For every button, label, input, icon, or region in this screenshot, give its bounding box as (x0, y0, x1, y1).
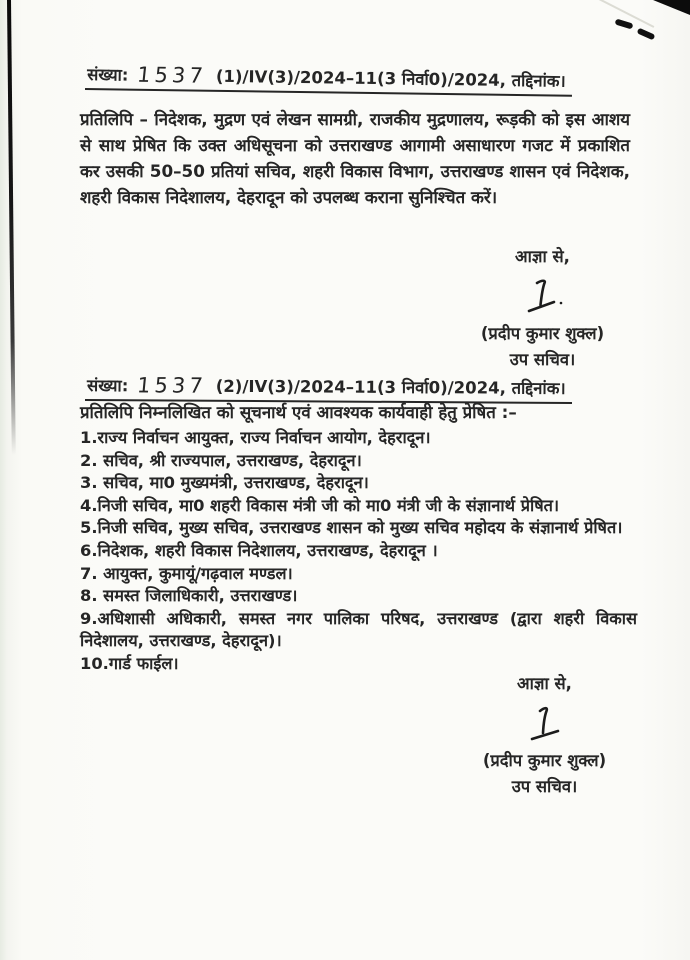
corner-crease-line (529, 0, 654, 27)
signature-mark-icon (450, 275, 635, 319)
list-item: 3. सचिव, मा0 मुख्यमंत्री, उत्तराखण्ड, देहरादून। (80, 473, 369, 493)
reference-number-line-1 (85, 62, 572, 97)
signature-block-1 (450, 244, 635, 370)
scan-edge-line (7, 0, 15, 455)
signatory-designation: उप सचिव। (511, 777, 578, 796)
list-item: 7. आयुक्त, कुमायूं/गढ़वाल मण्डल। (80, 563, 293, 583)
list-item: 8. समस्त जिलाधिकारी, उत्तराखण्ड। (80, 586, 298, 606)
list-item: 4.निजी सचिव, मा0 शहरी विकास मंत्री जी को मा0 मंत्री जी के संज्ञानार्थ प्रेषित। (80, 495, 560, 515)
list-item: 10.गार्ड फाईल। (80, 653, 179, 673)
by-order-text: आज्ञा से, (517, 674, 572, 693)
signature-block-2 (452, 671, 637, 797)
handwritten-number: 1537 (136, 373, 208, 398)
list-item: 6.निदेशक, शहरी विकास निदेशालय, उत्तराखण्ड, देहरादून । (80, 540, 438, 560)
pen-dash-mark (615, 18, 634, 29)
handwritten-number: 1537 (136, 62, 209, 88)
signature-mark-icon (452, 702, 637, 746)
signatory-designation: उप सचिव। (509, 350, 576, 369)
ref-rest: (2)/IV(3)/2024–11(3 निर्वा0)/2024, तद्दिनांक। (215, 376, 566, 398)
pen-dash-mark (637, 28, 656, 41)
by-order-text: आज्ञा से, (515, 247, 570, 266)
corner-fold-artifact (648, 0, 690, 15)
ref-label: संख्या: (87, 376, 129, 396)
list-item: 1.राज्य निर्वाचन आयुक्त, राज्य निर्वाचन आयोग, देहरादून। (80, 428, 431, 447)
distribution-intro: प्रतिलिपि निम्नलिखित को सूचनार्थ एवं आवश्यक कार्यवाही हेतु प्रेषित :– (80, 402, 517, 422)
signatory-name: (प्रदीप कुमार शुक्ल) (480, 324, 605, 343)
ref-rest: (1)/IV(3)/2024–11(3 निर्वा0)/2024, तद्दिनांक। (215, 66, 566, 91)
copy-forwarding-paragraph: प्रतिलिपि – निदेशक, मुद्रण एवं लेखन सामग्री, राजकीय मुद्रणालय, रूड़की को इस आशय से साथ प्रेषित कि उक्त अधिसूचना को उत्तराखण्ड आगामी असाधारण गजट में प्रकाशित कर उसकी 50–50 प्रतियां सचिव, शहरी विकास विभाग, उत्तराखण्ड शासन एवं निदेशक, शहरी विकास निदेशालय, देहरादून को उपलब्ध कराना सुनिश्चित करें। (80, 109, 630, 207)
signatory-name: (प्रदीप कुमार शुक्ल) (482, 751, 607, 770)
ref-label: संख्या: (87, 65, 129, 85)
list-item: 2. सचिव, श्री राज्यपाल, उत्तराखण्ड, देहरादून। (80, 450, 362, 470)
list-item: 5.निजी सचिव, मुख्य सचिव, उत्तराखण्ड शासन को मुख्य सचिव महोदय के संज्ञानार्थ प्रेषित। (80, 518, 623, 538)
list-item: 9.अधिशासी अधिकारी, समस्त नगर पालिका परिषद, उत्तराखण्ड (द्वारा शहरी विकास निदेशालय, उत्तराखण्ड, देहरादून)। (80, 608, 637, 651)
reference-number-line-2 (85, 373, 572, 404)
distribution-list (80, 427, 637, 676)
